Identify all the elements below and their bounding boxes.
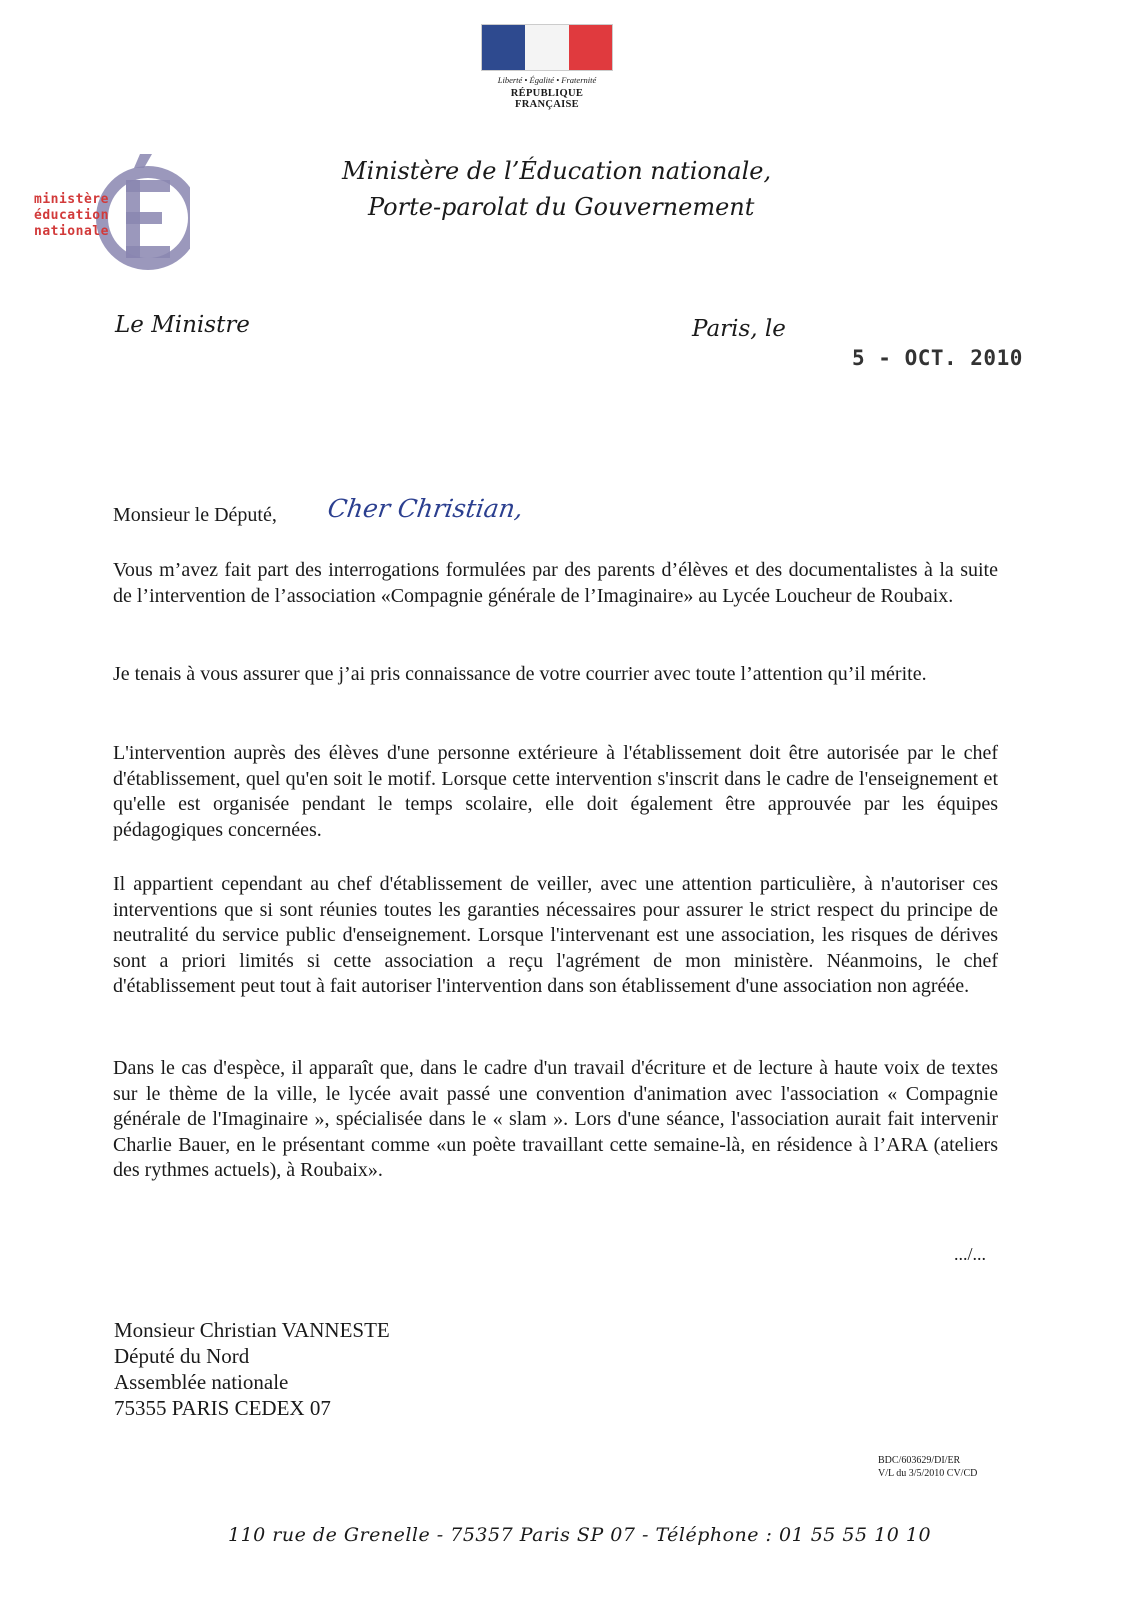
sender: Le Ministre	[115, 312, 250, 338]
reference-line: BDC/603629/DI/ER	[878, 1455, 961, 1466]
tricolor-flag-icon	[481, 24, 613, 71]
body-paragraph: Dans le cas d'espèce, il apparaît que, dans le cadre d'un travail d'écriture et de lecture à haute voix de textes sur le thème de la ville, le lycée avait passé une convention d'animation avec l'association « Compagnie générale de l'Imaginaire », spécialisée dans le « slam ». Lors d'une séance, l'association aurait fait intervenir Charlie Bauer, en le présentant comme «un poète travaillant cette semaine-là, en résidence à l’ARA (ateliers des rythmes actuels), à Roubaix».	[113, 1057, 998, 1181]
date-stamp: 5 - OCT. 2010	[852, 346, 1023, 370]
body-paragraph: Il appartient cependant au chef d'établissement de veiller, avec une attention particulière, à n'autoriser ces interventions que si sont réunies toutes les garanties nécessaires pour assurer le strict respect du principe de neutralité du service public d'enseignement. Lorsque l'intervenant est une association, les risques de dérives sont a priori limités si cette association a reçu l'agrément de mon ministère. Néanmoins, le chef d'établissement peut tout à fait autoriser l'intervention dans son établissement d'une association non agréée.	[113, 873, 998, 997]
marianne-logo	[481, 24, 613, 110]
reference-block	[878, 1454, 977, 1480]
ministry-logo-line: éducation	[34, 208, 109, 223]
reference-line: V/L du 3/5/2010 CV/CD	[878, 1468, 978, 1479]
body-paragraph: Vous m’avez fait part des interrogations formulées par des parents d’élèves et des documentalistes à la suite de l’intervention de l’association «Compagnie générale de l’Imaginaire» au Lycée Loucheur de Roubaix.	[113, 559, 998, 607]
ministry-subtitle: Porte-parolat du Gouvernement	[368, 193, 755, 221]
republic-motto: Liberté • Égalité • Fraternité	[497, 75, 597, 85]
footer-address: 110 rue de Grenelle - 75357 Paris SP 07 - Téléphone : 01 55 55 10 10	[228, 1524, 932, 1546]
recipient-title: Député du Nord	[114, 1344, 250, 1368]
body-paragraph: L'intervention auprès des élèves d'une personne extérieure à l'établissement doit être autorisée par le chef d'établissement, quel qu'en soit le motif. Lorsque cette intervention s'inscrit dans le cadre de l'enseignement et qu'elle est organisée pendant le temps scolaire, elle doit également être approuvée par les équipes pédagogiques concernées.	[113, 742, 998, 841]
handwritten-note: Cher Christian,	[325, 494, 525, 523]
ministry-logo	[30, 150, 190, 270]
ministry-logo-line: ministère	[34, 192, 109, 207]
continuation-mark: .../...	[954, 1244, 987, 1264]
body-paragraph: Je tenais à vous assurer que j’ai pris connaissance de votre courrier avec toute l’attention qu’il mérite.	[113, 663, 927, 685]
recipient-institution: Assemblée nationale	[114, 1370, 289, 1394]
recipient-address	[114, 1317, 390, 1421]
republic-name: RÉPUBLIQUE FRANÇAISE	[510, 88, 584, 110]
recipient-name: Monsieur Christian VANNESTE	[114, 1318, 390, 1342]
ministry-logo-line: nationale	[34, 224, 109, 239]
ministry-name: Ministère de l’Éducation nationale,	[342, 157, 772, 185]
recipient-postal: 75355 PARIS CEDEX 07	[114, 1396, 331, 1420]
salutation: Monsieur le Député,	[113, 504, 277, 526]
place-date-label: Paris, le	[692, 316, 786, 342]
